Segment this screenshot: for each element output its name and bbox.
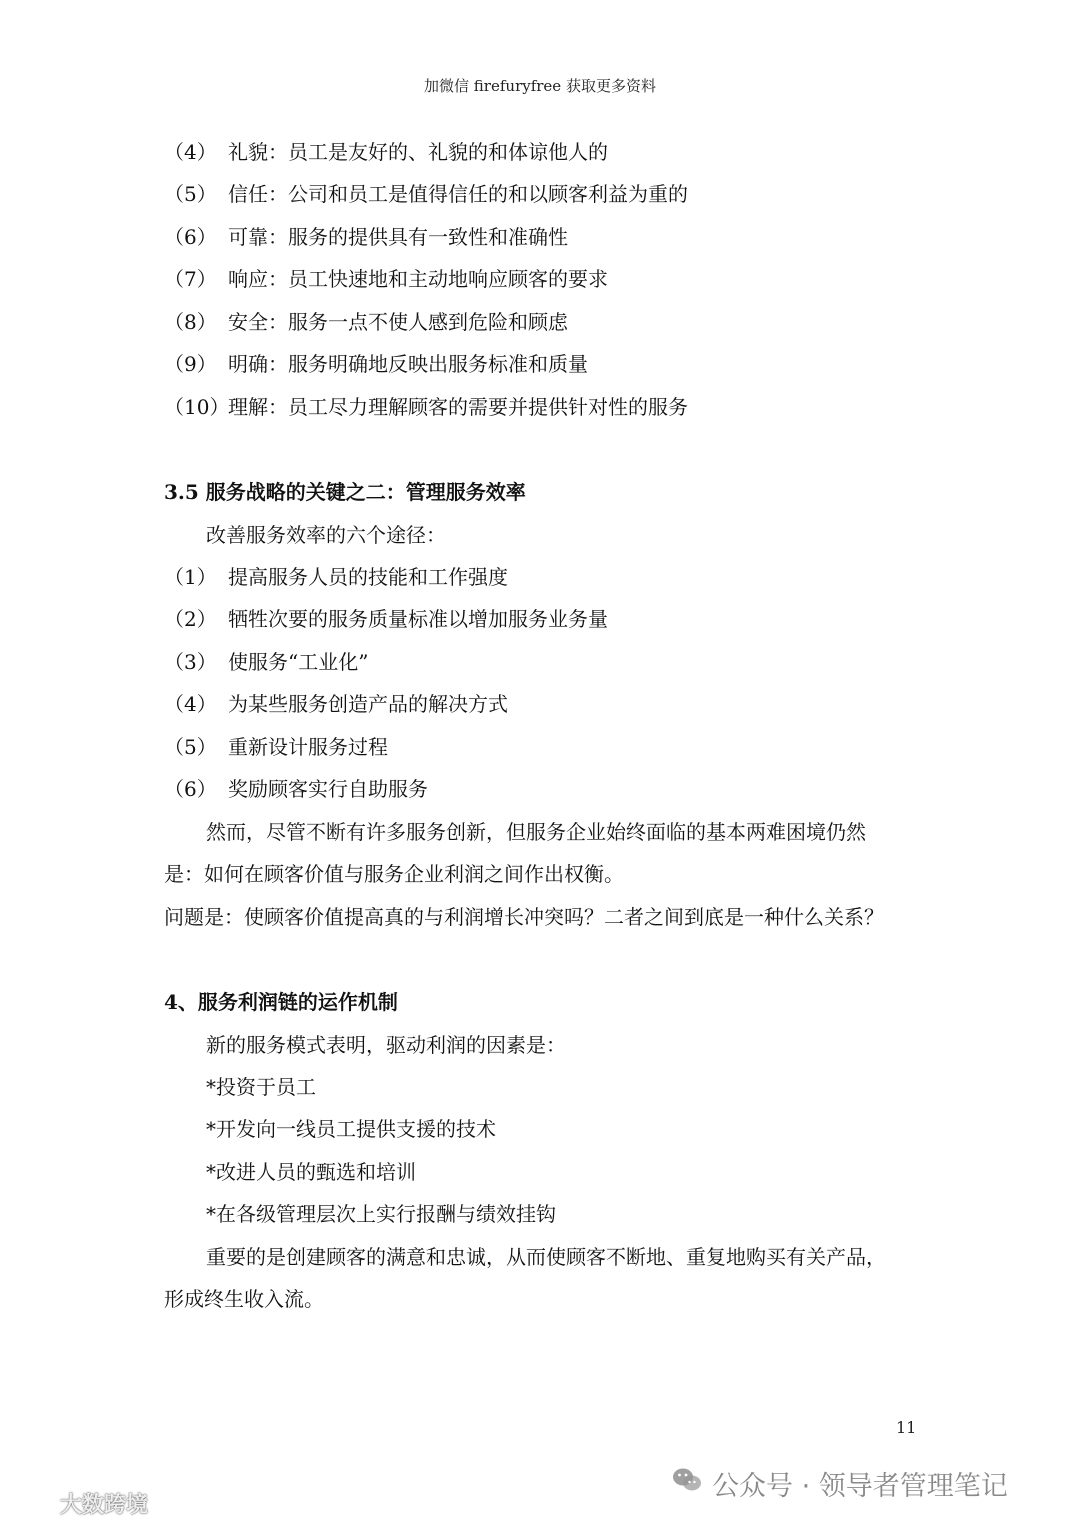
bullet-item: *投资于员工 — [206, 1075, 316, 1099]
section-intro: 改善服务效率的六个途径： — [206, 523, 446, 547]
list-item — [164, 733, 388, 761]
list-number: （6） — [164, 225, 217, 249]
section-heading: 4、服务利润链的运作机制 — [164, 990, 398, 1014]
list-number: （8） — [164, 310, 217, 334]
bullet-item: *在各级管理层次上实行报酬与绩效挂钩 — [206, 1202, 556, 1226]
list-item — [164, 563, 508, 591]
section-intro: 新的服务模式表明，驱动利润的因素是： — [206, 1033, 566, 1057]
list-text: 奖励顾客实行自助服务 — [228, 777, 428, 801]
bullet-item: *改进人员的甄选和培训 — [206, 1160, 416, 1184]
paragraph: 重要的是创建顾客的满意和忠诚，从而使顾客不断地、重复地购买有关产品， — [206, 1245, 886, 1269]
list-text: 理解：员工尽力理解顾客的需要并提供针对性的服务 — [228, 395, 688, 419]
list-number: （5） — [164, 182, 217, 206]
list-text: 响应：员工快速地和主动地响应顾客的要求 — [228, 267, 608, 291]
list-item — [164, 138, 608, 166]
paragraph: 是：如何在顾客价值与服务企业利润之间作出权衡。 — [164, 862, 624, 886]
list-item — [164, 180, 688, 208]
list-text: 安全：服务一点不使人感到危险和顾虑 — [228, 310, 568, 334]
list-number: （3） — [164, 650, 217, 674]
list-item — [164, 223, 568, 251]
list-number: （1） — [164, 565, 217, 589]
list-text: 为某些服务创造产品的解决方式 — [228, 692, 508, 716]
list-item — [164, 393, 688, 421]
list-text: 礼貌：员工是友好的、礼貌的和体谅他人的 — [228, 140, 608, 164]
paragraph: 问题是：使顾客价值提高真的与利润增长冲突吗？二者之间到底是一种什么关系？ — [164, 905, 884, 929]
page-header: 加微信 firefuryfree 获取更多资料 — [424, 77, 656, 95]
wechat-icon — [672, 1467, 712, 1500]
brand-logo-icon — [6, 1487, 60, 1519]
list-item — [164, 775, 428, 803]
list-item — [164, 308, 568, 336]
watermark-brand — [6, 1488, 148, 1518]
list-item — [164, 648, 368, 676]
list-number: （2） — [164, 607, 217, 631]
list-item — [164, 265, 608, 293]
list-text: 信任：公司和员工是值得信任的和以顾客利益为重的 — [228, 182, 688, 206]
list-item — [164, 605, 608, 633]
page-number: 11 — [896, 1418, 917, 1437]
list-number: （7） — [164, 267, 217, 291]
list-number: （9） — [164, 352, 217, 376]
list-item — [164, 350, 588, 378]
list-text: 牺牲次要的服务质量标准以增加服务业务量 — [228, 607, 608, 631]
list-number: （5） — [164, 735, 217, 759]
watermark-wechat — [672, 1463, 1008, 1503]
list-number: （4） — [164, 140, 217, 164]
list-text: 重新设计服务过程 — [228, 735, 388, 759]
section-heading: 3.5 服务战略的关键之二：管理服务效率 — [164, 480, 526, 504]
list-text: 使服务“工业化” — [228, 650, 369, 674]
list-text: 提高服务人员的技能和工作强度 — [228, 565, 508, 589]
list-number: （10） — [164, 395, 230, 419]
list-text: 明确：服务明确地反映出服务标准和质量 — [228, 352, 588, 376]
paragraph: 然而，尽管不断有许多服务创新，但服务企业始终面临的基本两难困境仍然 — [206, 820, 866, 844]
list-number: （4） — [164, 692, 217, 716]
watermark-brand-text: 大数跨境 — [60, 1492, 149, 1518]
list-text: 可靠：服务的提供具有一致性和准确性 — [228, 225, 568, 249]
list-number: （6） — [164, 777, 217, 801]
paragraph: 形成终生收入流。 — [164, 1287, 324, 1311]
bullet-item: *开发向一线员工提供支援的技术 — [206, 1117, 496, 1141]
watermark-wechat-text: 公众号 · 领导者管理笔记 — [712, 1470, 1008, 1502]
list-item — [164, 690, 508, 718]
